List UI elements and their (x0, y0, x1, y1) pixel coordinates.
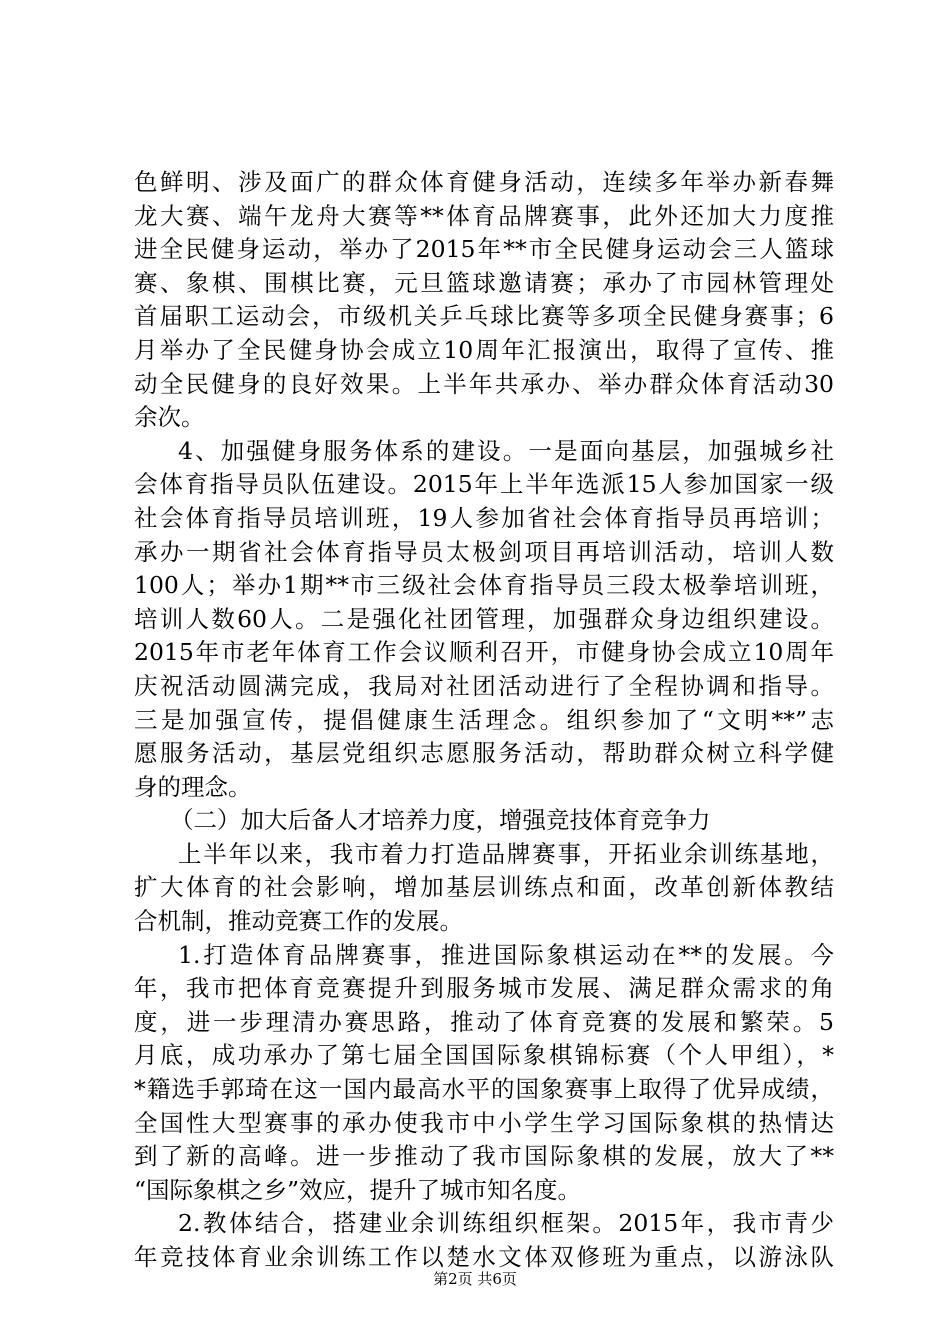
page-footer: 第2页 共6页 (433, 1270, 517, 1288)
text-line: 承办一期省社会体育指导员太极剑项目再培训活动，培训人数 (134, 537, 834, 566)
text-line: 4、加强健身服务体系的建设。一是面向基层，加强城乡社 (178, 436, 834, 465)
text-line: 身的理念。 (134, 772, 252, 801)
text-line: 月底，成功承办了第七届全国国际象棋锦标赛（个人甲组），* (134, 1041, 834, 1070)
text-line: 扩大体育的社会影响，增加基层训练点和面，改革创新体教结 (134, 873, 834, 902)
text-line: 色鲜明、涉及面广的群众体育健身活动，连续多年举办新春舞 (134, 168, 834, 196)
text-line: 培训人数60人。二是强化社团管理，加强群众身边组织建设。 (134, 604, 834, 633)
body-text (134, 166, 834, 1275)
text-line: 首届职工运动会，市级机关乒乓球比赛等多项全民健身赛事；6 (134, 302, 834, 331)
text-line: 1.打造体育品牌赛事，推进国际象棋运动在**的发展。今 (178, 940, 834, 969)
text-line: 年竞技体育业余训练工作以楚水文体双修班为重点，以游泳队 (134, 1243, 834, 1271)
text-line: 龙大赛、端午龙舟大赛等**体育品牌赛事，此外还加大力度推 (134, 201, 834, 230)
text-line: 100人；举办1期**市三级社会体育指导员三段太极拳培训班， (134, 571, 834, 600)
text-line: 赛、象棋、围棋比赛，元旦篮球邀请赛；承办了市园林管理处 (134, 268, 834, 297)
text-line: 进全民健身运动，举办了2015年**市全民健身运动会三人篮球 (134, 235, 834, 264)
text-line: 2.教体结合，搭建业余训练组织框架。2015年，我市青少 (178, 1209, 834, 1238)
text-line: 2015年市老年体育工作会议顺利召开，市健身协会成立10周年 (134, 638, 834, 667)
text-line: 合机制，推动竞赛工作的发展。 (134, 907, 463, 936)
text-line: （二）加大后备人才培养力度，增强竞技体育竞争力 (170, 806, 711, 835)
text-line: 上半年以来，我市着力打造品牌赛事，开拓业余训练基地， (178, 839, 834, 868)
text-line: 度，进一步理清办赛思路，推动了体育竞赛的发展和繁荣。5 (134, 1007, 834, 1036)
text-line: 社会体育指导员培训班，19人参加省社会体育指导员再培训； (134, 503, 834, 532)
text-line: 会体育指导员队伍建设。2015年上半年选派15人参加国家一级 (134, 470, 834, 499)
text-line: “国际象棋之乡”效应，提升了城市知名度。 (134, 1175, 582, 1204)
text-line: 庆祝活动圆满完成，我局对社团活动进行了全程协调和指导。 (134, 671, 834, 700)
text-line: 三是加强宣传，提倡健康生活理念。组织参加了“文明**”志 (134, 705, 834, 734)
text-line: 到了新的高峰。进一步推动了我市国际象棋的发展，放大了** (134, 1142, 834, 1171)
text-line: 余次。 (134, 403, 205, 432)
text-line: *籍选手郭琦在这一国内最高水平的国象赛事上取得了优异成绩， (134, 1075, 834, 1104)
text-line: 月举办了全民健身协会成立10周年汇报演出，取得了宣传、推 (134, 335, 834, 364)
text-line: 年，我市把体育竞赛提升到服务城市发展、满足群众需求的角 (134, 974, 834, 1003)
text-line: 动全民健身的良好效果。上半年共承办、举办群众体育活动30 (134, 369, 834, 398)
text-line: 愿服务活动，基层党组织志愿服务活动，帮助群众树立科学健 (134, 739, 834, 768)
text-line: 全国性大型赛事的承办使我市中小学生学习国际象棋的热情达 (134, 1108, 834, 1137)
